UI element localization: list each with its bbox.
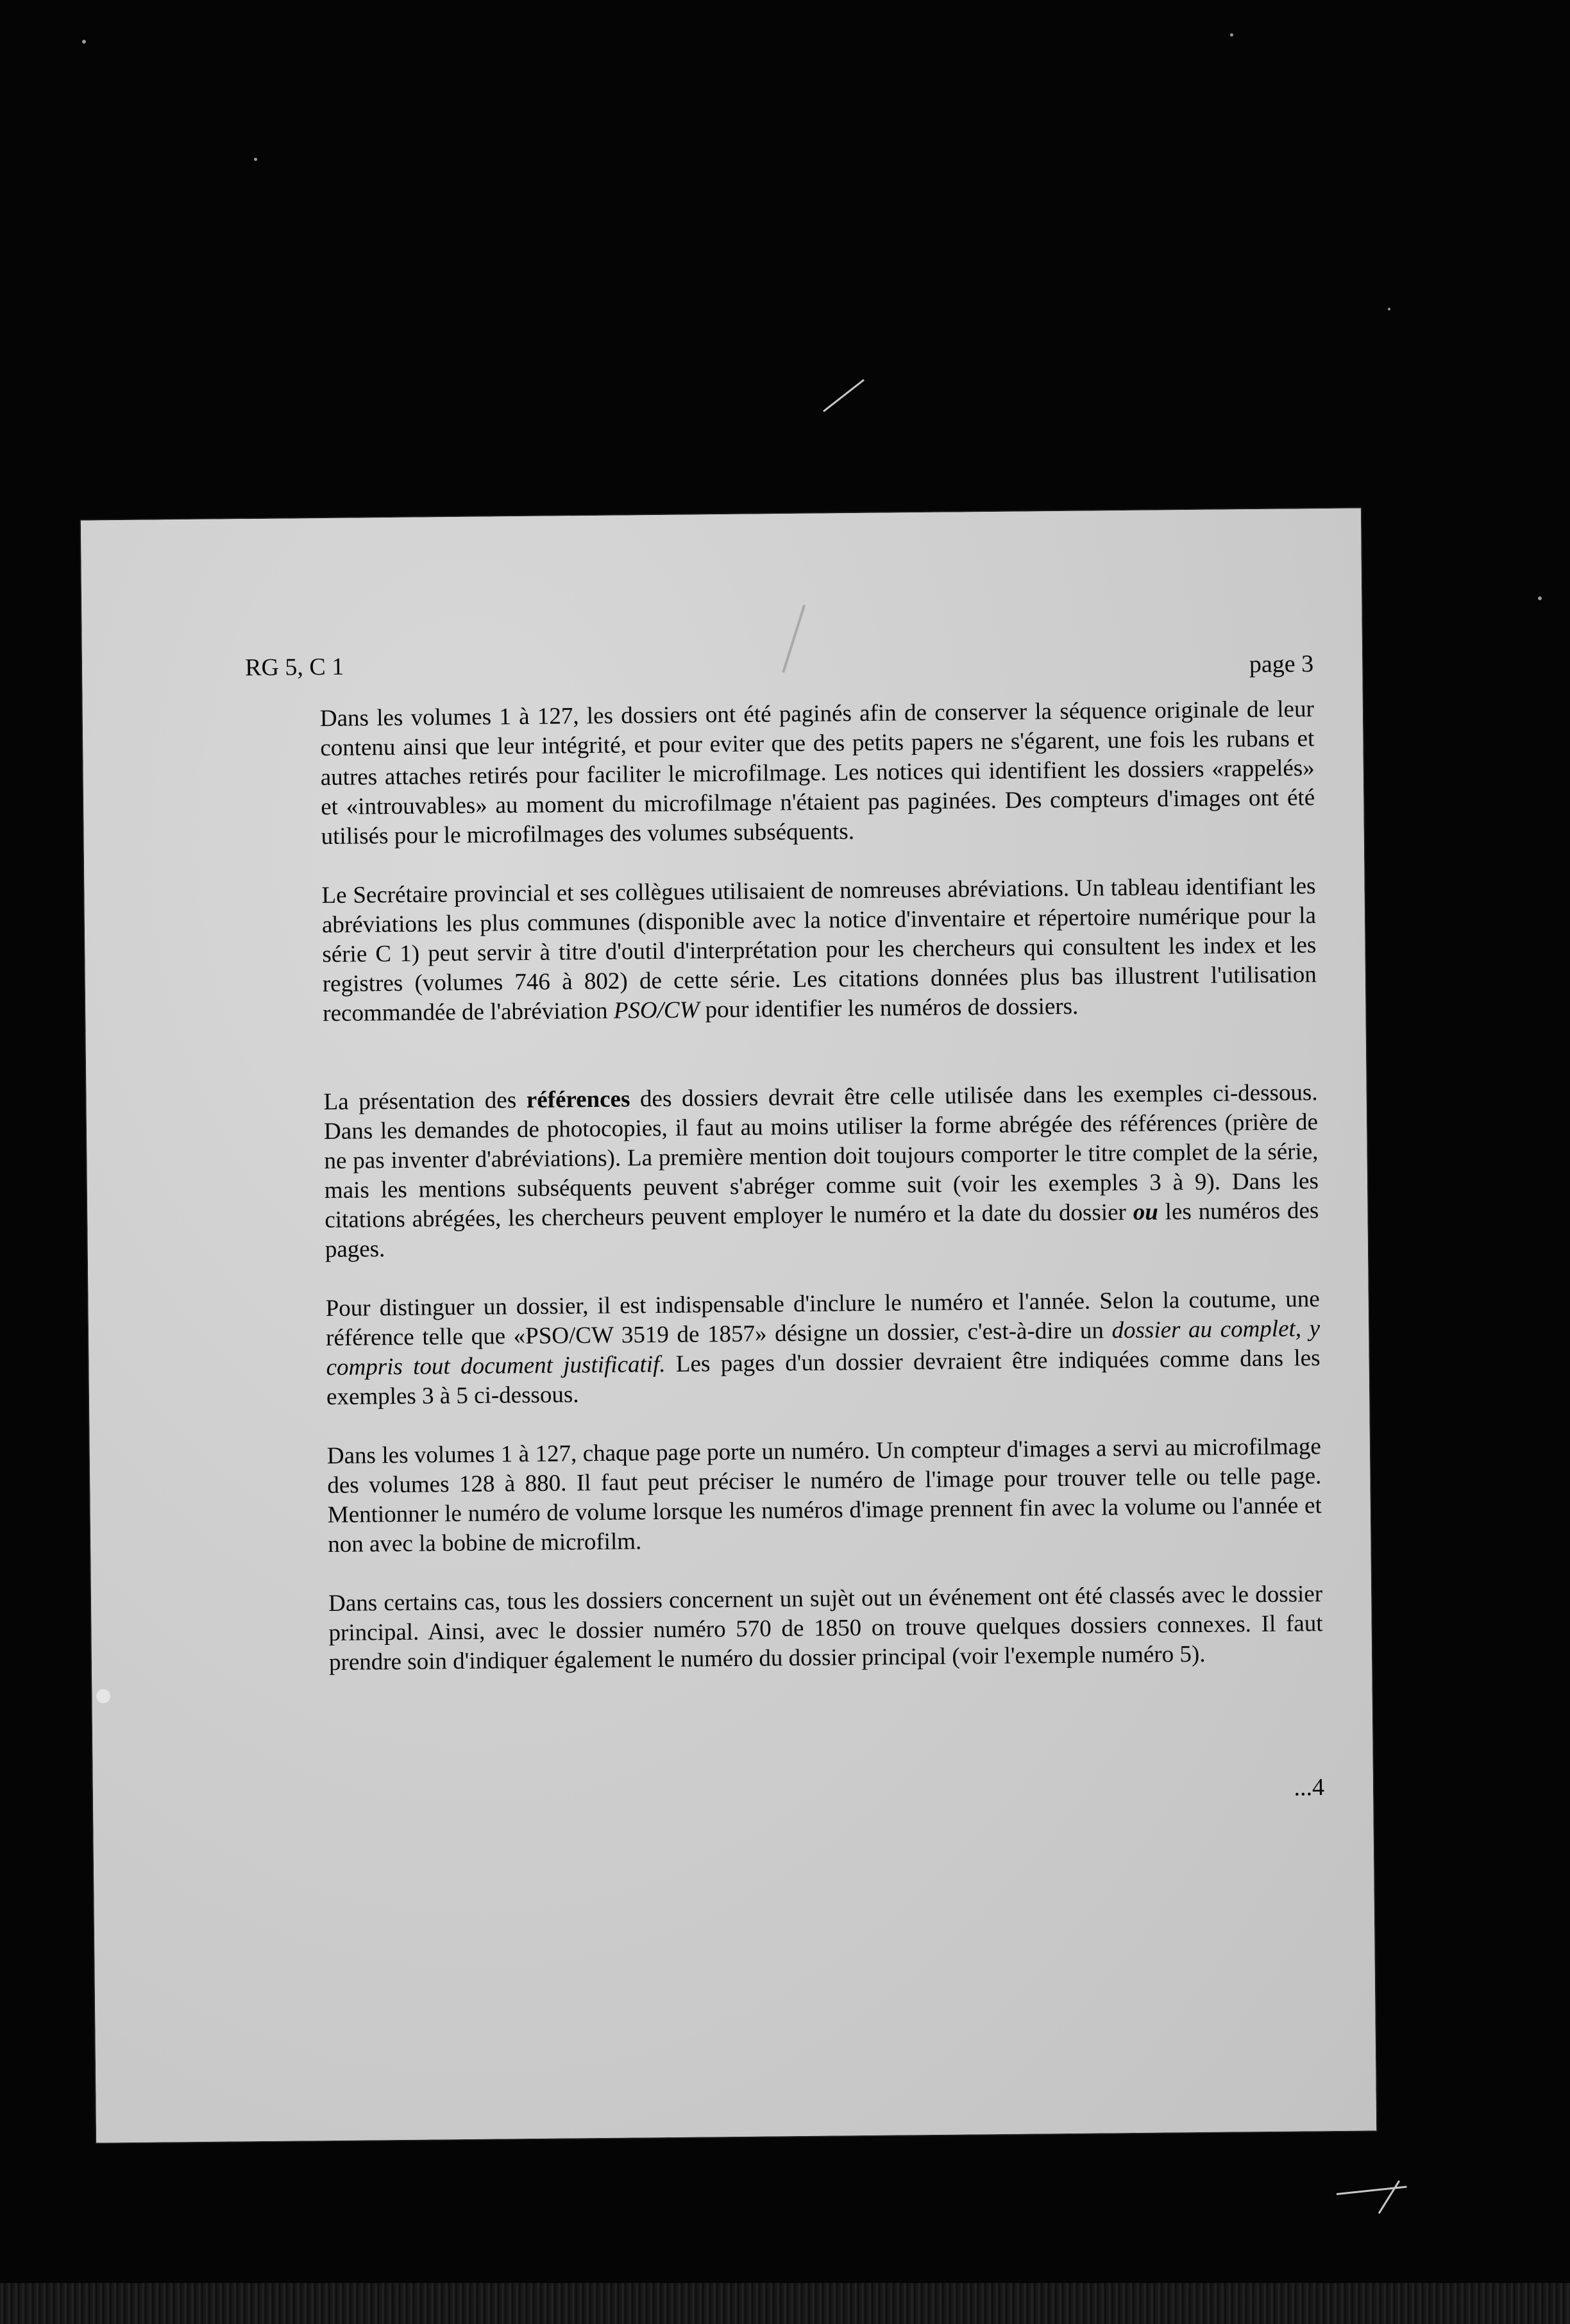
- stray-pen-mark: [1378, 2180, 1400, 2214]
- document-page: [81, 508, 1376, 2143]
- paragraph: Dans les volumes 1 à 127, les dossiers ont été paginés afin de conserver la séquence originale de leur contenu ainsi que leur intégrité, et pour eviter que des petits papers ne s'égarent, une fois les rubans et autres attaches retirés pour faciliter le microfilmage. Les notices qui identifient les dossiers «rappelés» et «introuvables» au moment du microfilmage n'étaient pas paginées. Des compteurs d'images ont été utilisés pour le microfilmages des volumes subséquents.: [319, 696, 1315, 850]
- page-header: [245, 643, 1313, 692]
- page-number: page 3: [1249, 650, 1314, 678]
- scan-edge-noise: [0, 2283, 1570, 2324]
- paragraph: Le Secrétaire provincial et ses collègues utilisaient de nomreuses abréviations. Un tableau identifiant les abréviations les plus communes (disponible avec la notice d'inventaire et répertoire numérique pour la série C 1) peut servir à titre d'outil d'interprétation pour les chercheurs qui consultent les index et les registres (volumes 746 à 802) de cette série. Les citations données plus bas illustrent l'utilisation recommandée de l'abréviation PSO/CW pour identifier les numéros de dossiers.: [321, 873, 1317, 1027]
- body-text: [320, 695, 1324, 1707]
- stray-pen-mark: [823, 379, 865, 412]
- paragraph: Dans certains cas, tous les dossiers concernent un sujèt out un événement ont été classés avec le dossier principal. Ainsi, avec le dossier numéro 570 de 1850 on trouve quelques dossiers connexes. Il faut prendre soin d'indiquer également le numéro du dossier principal (voir l'exemple numéro 5).: [328, 1581, 1323, 1676]
- dust-speck: [1538, 596, 1542, 600]
- emphasis-italic: dossier au complet, y compris tout document justificatif.: [326, 1315, 1321, 1381]
- paragraph: Dans les volumes 1 à 127, chaque page porte un numéro. Un compteur d'images a servi au microfilmage des volumes 128 à 880. Il faut peut préciser le numéro de l'image pour trouver telle ou telle page. Mentionner le numéro de volume lorsque les numéros d'image prennent fin avec la volume ou l'année et non avec la bobine de microfilm.: [326, 1433, 1322, 1558]
- record-group-reference: RG 5, C 1: [244, 653, 344, 682]
- dust-speck: [1388, 308, 1390, 310]
- punch-hole-mark: [96, 1689, 110, 1703]
- emphasis-italic-bold: ou: [1133, 1199, 1158, 1225]
- paragraph: Pour distinguer un dossier, il est indispensable d'inclure le numéro et l'année. Selon la coutume, une référence telle que «PSO/CW 3519 de 1857» désigne un dossier, c'est-à-dire un dossier au complet, y compris tout document justificatif. Les pages d'un dossier devraient être indiquées comme dans les exemples 3 à 5 ci-dessous.: [325, 1286, 1321, 1411]
- abbreviation-italic: PSO/CW: [613, 997, 700, 1024]
- dust-speck: [1230, 33, 1233, 37]
- dust-speck: [82, 40, 86, 44]
- dust-speck: [254, 158, 257, 161]
- paragraph: La présentation des références des dossiers devrait être celle utilisée dans les exemples ci-dessous. Dans les demandes de photocopies, il faut au moins utiliser la forme abrégée des références (prière de ne pas inventer d'abréviations). La première mention doit toujours comporter le titre complet de la série, mais les mentions subséquents peuvent s'abréger comme suit (voir les exemples 3 à 9). Dans les citations abrégées, les chercheurs peuvent employer le numéro et la date du dossier ou les numéros des pages.: [323, 1079, 1319, 1263]
- emphasis-bold: références: [526, 1086, 630, 1114]
- continued-marker: ...4: [1294, 1774, 1325, 1801]
